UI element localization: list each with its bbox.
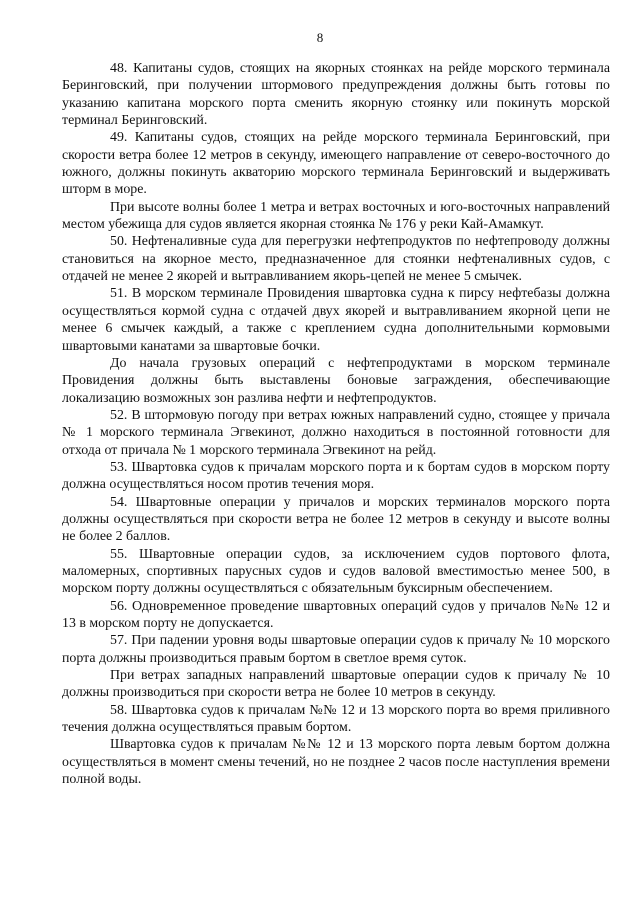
paragraph-49-wave-height: При высоте волны более 1 метра и ветрах восточных и юго-восточных направлений местом убежища для судов является якорная стоянка № 176 у реки Кай-Амамкут. <box>62 199 610 233</box>
paragraph-55: 55. Швартовные операции судов, за исключением судов портового флота, маломерных, спортивных парусных судов и судов валовой вместимостью менее 500, в морском порту должны осуществляться с обязательным буксирным обеспечением. <box>62 546 610 597</box>
paragraph-49: 49. Капитаны судов, стоящих на рейде морского терминала Беринговский, при скорости ветра более 12 метров в секунду, имеющего направление от северо-восточного до южного, должны покинуть акваторию морского терминала Беринговский и выдерживать шторм в море. <box>62 130 610 198</box>
paragraph-53: 53. Швартовка судов к причалам морского порта и к бортам судов в морском порту должна осуществляться носом против течения моря. <box>62 459 610 493</box>
paragraph-50: 50. Нефтеналивные суда для перегрузки нефтепродуктов по нефтепроводу должны становиться на якорное место, предназначенное для стоянки нефтеналивных судов, с отдачей не менее 2 якорей и вытравливанием якорь-цепей не менее 5 смычек. <box>62 234 610 285</box>
paragraph-51-booms: До начала грузовых операций с нефтепродуктами в морском терминале Провидения должны быть выставлены боновые заграждения, обеспечивающие локализацию возможных зон разлива нефти и нефтепродуктов. <box>62 355 610 406</box>
paragraph-54: 54. Швартовные операции у причалов и морских терминалов морского порта должны осуществляться при скорости ветра не более 12 метров в секунду и высоте волны не более 2 баллов. <box>62 494 610 545</box>
document-body <box>62 60 610 788</box>
paragraph-51: 51. В морском терминале Провидения швартовка судна к пирсу нефтебазы должна осуществляться кормой судна с отдачей двух якорей и вытравливанием якорной цепи не менее 6 смычек каждый, а также с креплением судна дополнительными кормовыми швартовыми канатами за швартовые бочки. <box>62 286 610 354</box>
paragraph-57-west-winds: При ветрах западных направлений швартовые операции судов к причалу № 10 должны производиться при скорости ветра не более 10 метров в секунду. <box>62 668 610 701</box>
paragraph-58: 58. Швартовка судов к причалам №№ 12 и 13 морского порта во время приливного течения должна осуществляться правым бортом. <box>62 702 610 736</box>
paragraph-52: 52. В штормовую погоду при ветрах южных направлений судно, стоящее у причала № 1 морского терминала Эгвекинот, должно находиться в постоянной готовности для отхода от причала № 1 морского терминала Эгвекинот на рейд. <box>62 407 610 458</box>
paragraph-48: 48. Капитаны судов, стоящих на якорных стоянках на рейде морского терминала Беринговский, при получении штормового предупреждения должны быть готовы по указанию капитана морского порта сменить якорную стоянку или покинуть морской терминал Беринговский. <box>62 61 610 129</box>
paragraph-57: 57. При падении уровня воды швартовые операции судов к причалу № 10 морского порта должны производиться правым бортом в светлое время суток. <box>62 633 610 666</box>
page-number: 8 <box>316 30 324 45</box>
paragraph-56: 56. Одновременное проведение швартовных операций судов у причалов №№ 12 и 13 в морском порту не допускается. <box>62 598 610 631</box>
paragraph-58-left-side: Швартовка судов к причалам №№ 12 и 13 морского порта левым бортом должна осуществляться в момент смены течений, но не позднее 2 часов после наступления времени полной воды. <box>62 737 610 788</box>
